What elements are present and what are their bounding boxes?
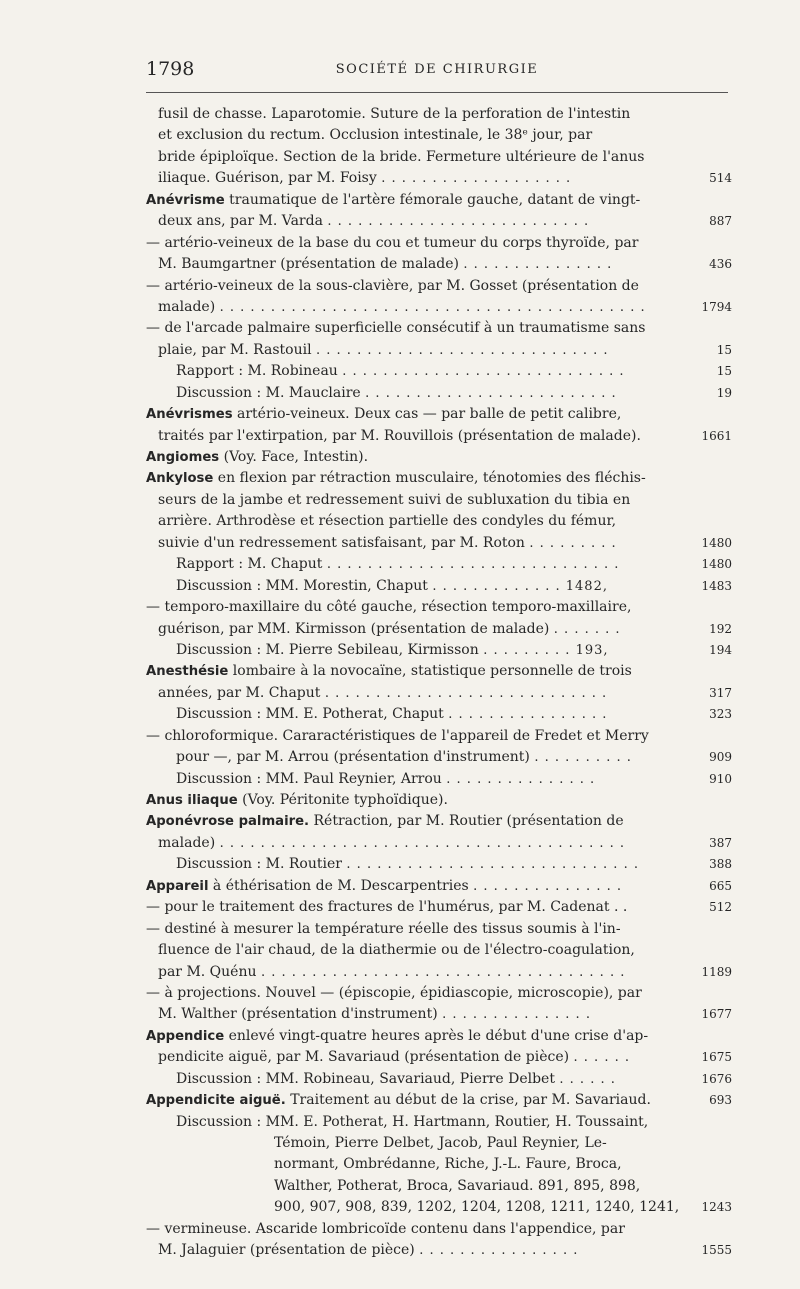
entry-text [146, 447, 368, 468]
entry-text [146, 468, 646, 489]
index-line [146, 147, 732, 168]
entry-text [158, 426, 641, 447]
entry-text [176, 1112, 648, 1133]
index-headword-line [146, 1026, 732, 1047]
entry-text [158, 147, 644, 168]
entry-body: années, par M. Chaput [158, 684, 321, 701]
index-entries [146, 104, 732, 1262]
entry-text [274, 1154, 622, 1175]
page-ref: 192 [709, 621, 732, 636]
entry-text [158, 511, 616, 532]
entry-text [176, 854, 639, 875]
index-line [146, 1197, 732, 1218]
index-line [146, 104, 732, 125]
entry-text [176, 576, 608, 597]
leader-dots: . . . . . . . . . . . . . . . . . . . . . . . . . . . . . [326, 557, 620, 573]
entry-text [158, 833, 625, 854]
leader-dots: . . . . . . . . . . . . . . . . . . . . . . . . . . . . [342, 364, 625, 380]
index-line [146, 361, 732, 382]
entry-text [146, 276, 639, 297]
entry-body: pendicite aiguë, par M. Savariaud (présentation de pièce) [158, 1049, 570, 1066]
leader-dots: . . . . . . . . . . . . . . . . [448, 707, 608, 723]
entry-body: traités par l'extirpation, par M. Rouvillois (présentation de malade). [158, 427, 641, 444]
entry-text [274, 1133, 607, 1154]
entry-body: — artério-veineux de la sous-clavière, par M. Gosset (présentation de [146, 277, 639, 294]
entry-text [158, 962, 625, 983]
entry-body: malade) [158, 298, 216, 315]
index-line [146, 940, 732, 961]
entry-body: suivie d'un redressement satisfaisant, par M. Roton [158, 534, 525, 551]
index-headword-line [146, 447, 732, 468]
leader-dots: . . . . . . . . . 193, [483, 642, 609, 658]
leader-dots: . . . . . . . . . . . . . . . . . . . . . . . . . . . . . . . . . . . . . . . . [219, 835, 626, 851]
entry-body: à éthérisation de M. Descarpentries [208, 877, 469, 894]
index-line [146, 1047, 732, 1068]
entry-text [176, 1069, 616, 1090]
entry-body: par M. Quénu [158, 963, 257, 980]
entry-text [146, 876, 622, 897]
entry-text [146, 661, 632, 682]
index-line [146, 1240, 732, 1261]
index-line [146, 1133, 732, 1154]
headword: Anévrisme [146, 192, 225, 208]
entry-body: enlevé vingt-quatre heures après le début d'une crise d'ap- [224, 1027, 649, 1044]
entry-body: 900, 907, 908, 839, 1202, 1204, 1208, 1211, 1240, 1241, [274, 1199, 680, 1216]
entry-text [176, 704, 607, 725]
leader-dots: . . . . . . . . . . . . . . . . . . . [381, 171, 572, 187]
running-title: SOCIÉTÉ DE CHIRURGIE [335, 62, 539, 77]
entry-text [146, 190, 640, 211]
index-line [146, 726, 732, 747]
entry-text [158, 211, 589, 232]
index-line [146, 597, 732, 618]
entry-text [158, 683, 607, 704]
leader-dots: . . . . . . . [553, 621, 621, 637]
entry-body: — chloroformique. Cararactéristiques de l'appareil de Fredet et Merry [146, 727, 649, 744]
leader-dots: . . . . . . [573, 1050, 630, 1066]
index-headword-line [146, 790, 732, 811]
entry-text [158, 1004, 591, 1025]
index-line [146, 769, 732, 790]
index-line [146, 704, 732, 725]
leader-dots: . . . . . . . . . . . . . . . . . . . . . . . . . . . . . . . . . . . . . . . . . . [219, 299, 646, 315]
index-line [146, 683, 732, 704]
leader-dots: . . . . . . . . . . . . . . . . . . . . . . . . . . [327, 214, 590, 230]
leader-dots: . . . . . . . . . . . . . . . . . . . . . . . . . . . . . [316, 342, 609, 358]
entry-body: Walther, Potherat, Broca, Savariaud. 891, 895, 898, [274, 1177, 641, 1194]
entry-body: Discussion : M. Routier [176, 856, 342, 873]
entry-text [158, 340, 609, 361]
page-ref: 1480 [701, 535, 732, 550]
leader-dots: . . . . . . . . . . . . . . . . . . . . . . . . . . . . . [346, 857, 639, 873]
entry-text [146, 404, 621, 425]
index-line [146, 962, 732, 983]
index-headword-line [146, 190, 732, 211]
index-headword-line [146, 661, 732, 682]
index-line [146, 1154, 732, 1175]
leader-dots: . . . . . . . . . . . . . . . [463, 257, 613, 273]
index-line [146, 1176, 732, 1197]
page-ref: 323 [709, 707, 732, 722]
running-header [146, 58, 728, 80]
page-ref: 19 [716, 385, 732, 400]
entry-body: normant, Ombrédanne, Riche, J.-L. Faure, Broca, [274, 1156, 622, 1173]
entry-body: Rapport : M. Robineau [176, 363, 338, 380]
index-line [146, 576, 732, 597]
page-ref: 514 [709, 171, 732, 186]
page-ref: 317 [709, 685, 732, 700]
entry-text [146, 983, 642, 1004]
entry-body: plaie, par M. Rastouil [158, 341, 312, 358]
entry-text [158, 940, 635, 961]
index-line [146, 983, 732, 1004]
entry-text [158, 254, 612, 275]
page-ref: 512 [709, 900, 732, 915]
page-ref: 1661 [701, 428, 732, 443]
page-ref: 15 [716, 364, 732, 379]
headword: Ankylose [146, 471, 214, 487]
leader-dots: . . . . . . . . . . . . . . . [446, 771, 596, 787]
page-ref: 194 [709, 642, 732, 657]
page-ref: 910 [709, 771, 732, 786]
index-line [146, 1069, 732, 1090]
index-headword-line [146, 404, 732, 425]
entry-body: — vermineuse. Ascaride lombricoïde contenu dans l'appendice, par [146, 1220, 625, 1237]
page-ref: 693 [709, 1093, 732, 1108]
entry-body: M. Jalaguier (présentation de pièce) [158, 1242, 415, 1259]
leader-dots: . . . . . . . . . . . . . . . [473, 878, 622, 894]
entry-text [146, 1090, 651, 1111]
entry-text [158, 1047, 630, 1068]
index-line [146, 318, 732, 339]
header-rule [146, 92, 728, 93]
page-ref: 1480 [701, 557, 732, 572]
entry-text [146, 726, 649, 747]
entry-body: Discussion : MM. Morestin, Chaput [176, 577, 428, 594]
index-line [146, 511, 732, 532]
leader-dots: . . . . . . . . . . . . . . . . [419, 1243, 579, 1259]
entry-body: Rétraction, par M. Routier (présentation de [309, 813, 624, 830]
entry-text [158, 125, 592, 146]
leader-dots: . . . . . . . . . . [534, 750, 632, 766]
entry-text [158, 297, 646, 318]
leader-dots: . . . . . . . . . . . . . . . . . . . . . . . . . . . . . . . . . . . . [260, 964, 626, 980]
entry-body: arrière. Arthrodèse et résection partielle des condyles du fémur, [158, 513, 617, 530]
index-line [146, 919, 732, 940]
entry-body: Témoin, Pierre Delbet, Jacob, Paul Reynier, Le- [274, 1135, 607, 1151]
entry-body: et exclusion du rectum. Occlusion intestinale, le 38ᵉ jour, par [158, 127, 593, 144]
index-line [146, 747, 732, 768]
entry-text [158, 533, 617, 554]
entry-text [146, 811, 624, 832]
headword: Anus iliaque [146, 793, 238, 808]
entry-body: Discussion : MM. Robineau, Savariaud, Pierre Delbet [176, 1070, 555, 1087]
entry-text [176, 383, 617, 404]
entry-body: — à projections. Nouvel — (épiscopie, épidiascopie, microscopie), par [146, 984, 642, 1001]
entry-body: fluence de l'air chaud, de la diathermie ou de l'électro-coagulation, [158, 942, 635, 959]
page-ref: 387 [709, 835, 732, 850]
page-ref: 1794 [701, 299, 732, 314]
page-ref: 909 [709, 750, 732, 765]
index-line [146, 1112, 732, 1133]
entry-body: seurs de la jambe et redressement suivi de subluxation du tibia en [158, 491, 631, 508]
entry-body: (Voy. Face, Intestin). [219, 449, 369, 465]
entry-text [158, 1240, 578, 1261]
entry-text [158, 104, 630, 125]
entry-body: fusil de chasse. Laparotomie. Suture de la perforation de l'intestin [158, 106, 631, 122]
index-line [146, 833, 732, 854]
headword: Anévrismes [146, 407, 233, 423]
entry-body: M. Baumgartner (présentation de malade) [158, 256, 459, 273]
entry-body: — pour le traitement des fractures de l'humérus, par M. Cadenat . . [146, 899, 628, 916]
entry-text [176, 554, 619, 575]
index-line [146, 533, 732, 554]
entry-body: M. Walther (présentation d'instrument) [158, 1006, 438, 1023]
index-line [146, 640, 732, 661]
entry-text [158, 168, 571, 189]
entry-body: malade) [158, 834, 216, 851]
entry-text [176, 361, 625, 382]
headword: Aponévrose palmaire. [146, 814, 310, 830]
index-line [146, 211, 732, 232]
entry-text [146, 233, 638, 254]
entry-text [274, 1176, 640, 1197]
page-ref: 436 [709, 257, 732, 272]
entry-text [146, 897, 627, 918]
entry-text [274, 1197, 679, 1218]
leader-dots: . . . . . . . . . . . . . . . . . . . . . . . . . . . . [324, 685, 608, 701]
page-ref: 1189 [701, 964, 732, 979]
page-ref: 1555 [701, 1243, 732, 1258]
entry-body: deux ans, par M. Varda [158, 213, 323, 230]
entry-text [176, 747, 632, 768]
entry-body: Discussion : M. Pierre Sebileau, Kirmisson [176, 641, 479, 658]
entry-body: iliaque. Guérison, par M. Foisy [158, 170, 377, 187]
leader-dots: . . . . . . [559, 1071, 616, 1087]
leader-dots: . . . . . . . . . . . . . . . [442, 1007, 591, 1023]
entry-body: Discussion : MM. Paul Reynier, Arrou [176, 770, 442, 787]
entry-text [146, 919, 621, 940]
entry-body: bride épiploïque. Section de la bride. Fermeture ultérieure de l'anus [158, 148, 645, 165]
index-line [146, 854, 732, 875]
entry-body: (Voy. Péritonite typhoïdique). [237, 792, 448, 808]
entry-text [146, 1219, 625, 1240]
index-headword-line [146, 876, 732, 897]
entry-body: pour —, par M. Arrou (présentation d'instrument) [176, 749, 530, 766]
index-line [146, 619, 732, 640]
headword: Angiomes [146, 450, 220, 465]
index-line [146, 168, 732, 189]
page-ref: 1675 [701, 1050, 732, 1065]
entry-text [146, 318, 645, 339]
entry-body: guérison, par MM. Kirmisson (présentation de malade) [158, 620, 550, 637]
page-ref: 388 [709, 857, 732, 872]
page-ref: 15 [716, 342, 732, 357]
entry-body: — artério-veineux de la base du cou et tumeur du corps thyroïde, par [146, 234, 639, 251]
entry-text [146, 1026, 648, 1047]
entry-body: Discussion : MM. E. Potherat, H. Hartmann, Routier, H. Toussaint, [176, 1113, 649, 1130]
entry-body: artério-veineux. Deux cas — par balle de petit calibre, [232, 406, 622, 423]
entry-text [146, 790, 448, 811]
entry-text [158, 619, 621, 640]
entry-body: — temporo-maxillaire du côté gauche, résection temporo-maxillaire, [146, 599, 632, 616]
leader-dots: . . . . . . . . . . . . . . . . . . . . . . . . . [365, 385, 617, 401]
index-headword-line [146, 468, 732, 489]
entry-body: lombaire à la novocaïne, statistique personnelle de trois [228, 663, 632, 680]
entry-text [158, 490, 630, 511]
index-line [146, 1004, 732, 1025]
entry-body: traumatique de l'artère fémorale gauche, datant de vingt- [224, 191, 641, 208]
page-ref: 1483 [701, 578, 732, 593]
index-line [146, 383, 732, 404]
index-line [146, 276, 732, 297]
index-line [146, 426, 732, 447]
leader-dots: . . . . . . . . . . . . . 1482, [432, 578, 608, 594]
entry-body: — de l'arcade palmaire superficielle consécutif à un traumatisme sans [146, 320, 646, 337]
entry-body: en flexion par rétraction musculaire, ténotomies des fléchis- [213, 470, 646, 487]
entry-text [146, 597, 631, 618]
leader-dots: . . . . . . . . . [529, 535, 617, 551]
index-line [146, 297, 732, 318]
index-line [146, 554, 732, 575]
index-line [146, 490, 732, 511]
entry-body: — destiné à mesurer la température réelle des tissus soumis à l'in- [146, 920, 621, 937]
entry-body: Traitement au début de la crise, par M. Savariaud. [285, 1092, 651, 1109]
entry-body: Discussion : M. Mauclaire [176, 384, 361, 401]
headword: Appendice [146, 1028, 225, 1044]
index-line [146, 897, 732, 918]
page-ref: 1677 [701, 1007, 732, 1022]
index-line [146, 233, 732, 254]
page-ref: 1243 [701, 1200, 732, 1215]
entry-text [176, 769, 595, 790]
index-line [146, 254, 732, 275]
page-number: 1798 [146, 58, 195, 80]
headword: Appendicite aiguë. [146, 1093, 286, 1109]
page-ref: 665 [709, 878, 732, 893]
index-line [146, 1219, 732, 1240]
entry-body: Rapport : M. Chaput [176, 556, 323, 573]
page-ref: 887 [709, 214, 732, 229]
entry-body: Discussion : MM. E. Potherat, Chaput [176, 706, 444, 723]
index-headword-line [146, 1090, 732, 1111]
page-ref: 1676 [701, 1071, 732, 1086]
headword: Anesthésie [146, 664, 229, 680]
index-line [146, 125, 732, 146]
index-headword-line [146, 811, 732, 832]
index-line [146, 340, 732, 361]
headword: Appareil [146, 878, 209, 894]
entry-text [176, 640, 609, 661]
